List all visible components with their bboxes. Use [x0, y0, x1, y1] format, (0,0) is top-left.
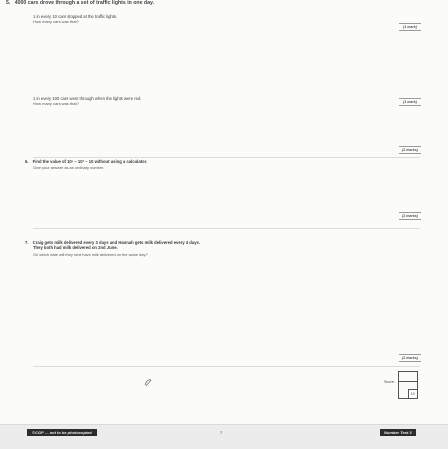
part-text: 1 in every 100 cars went through when the lights were red. — [33, 96, 142, 101]
question-5-stem — [6, 1, 154, 6]
part-ask: How many cars was that? — [33, 19, 79, 24]
mark-allocation: (2 marks) — [399, 212, 421, 220]
mark-allocation: (2 marks) — [399, 146, 421, 154]
question-6 — [25, 159, 147, 170]
page-number: 7 — [220, 430, 223, 435]
section-divider — [33, 228, 420, 229]
page-footer — [0, 424, 448, 449]
section-divider — [33, 157, 420, 158]
curl-icon — [143, 377, 153, 387]
question-7 — [25, 240, 200, 257]
question-number: 7. — [25, 240, 29, 245]
part-ask: How many cars was that? — [33, 101, 79, 106]
question-text: Craig gets milk delivered every 3 days and Hannah gets milk delivered every 4 days. — [32, 240, 201, 245]
question-instruction: Give your answer as an ordinary number. — [33, 165, 105, 170]
score-box — [398, 371, 418, 399]
score-total: 10 — [408, 389, 418, 399]
mark-allocation: (1 mark) — [399, 98, 421, 106]
question-text: 4000 cars drove through a set of traffic lights in one day. — [14, 0, 154, 6]
question-number: 5. — [6, 0, 11, 6]
score-label: Score: — [384, 380, 395, 384]
question-text-2: They both had milk delivered on 2nd June. — [33, 245, 118, 250]
section-divider — [33, 366, 420, 367]
question-5b — [33, 96, 141, 106]
mark-allocation: (1 mark) — [399, 23, 421, 31]
question-text: Find the value of 10³ − 10² − 10 without using a calculator. — [32, 159, 148, 164]
test-title: Number Test 3 — [380, 429, 416, 436]
part-text: 1 in every 10 cars stopped at the traffic lights. — [33, 14, 118, 19]
mark-allocation: (2 marks) — [399, 354, 421, 362]
copyright-notice: ©CGP — not to be photocopied — [27, 429, 97, 436]
question-ask: On which date will they next have milk delivered on the same day? — [33, 252, 148, 257]
question-number: 6. — [25, 159, 29, 164]
question-5a — [33, 14, 117, 24]
